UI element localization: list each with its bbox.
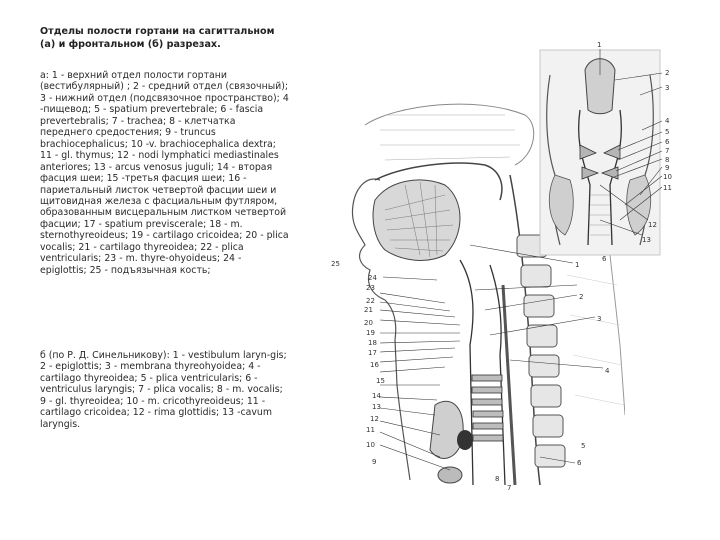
label-3: 3 — [597, 315, 602, 323]
label-9: 9 — [372, 458, 377, 466]
label-b-6: 6 — [665, 138, 670, 146]
label-b-12: 12 — [648, 221, 657, 229]
label-b-10: 10 — [663, 173, 672, 181]
label-22: 22 — [366, 297, 375, 305]
label-18: 18 — [368, 339, 377, 347]
label-6: 6 — [577, 459, 582, 467]
label-5: 5 — [581, 442, 586, 450]
label-19: 19 — [366, 329, 375, 337]
label-1: 1 — [575, 261, 580, 269]
label-25: 25 — [331, 260, 340, 268]
label-15: 15 — [376, 377, 385, 385]
label-b-1: 1 — [597, 41, 602, 49]
label-b-13: 13 — [642, 236, 651, 244]
label-b-4: 4 — [665, 117, 670, 125]
label-7: 7 — [507, 484, 512, 492]
label-10: 10 — [366, 441, 375, 449]
frontal-section-illustration — [530, 35, 680, 265]
label-16: 16 — [370, 361, 379, 369]
label-11: 11 — [366, 426, 375, 434]
label-b-5: 5 — [665, 128, 670, 136]
label-4: 4 — [605, 367, 610, 375]
label-23: 23 — [366, 284, 375, 292]
slide-title: Отделы полости гортани на сагиттальном (а) и фронтальном (б) разрезах. — [40, 26, 275, 50]
legend-a-text: а: 1 - верхний отдел полости гортани (вестибулярный) ; 2 - средний отдел (связочный); 3 - нижний отдел (подсвязочное пространство); 4 -пищевод; 5 - spatium prevertebrale; 6 - fascia prevertebralis; 7 - trachea; 8 - клетчатка переднего средостения; 9 - truncus brachiocephalicus; 10 -v. brachiocephalica dextra; 11 - gl. thymus; 12 - nodi lymphatici mediastinales anteriores; 13 - arcus venosus juguli; 14 - вторая фасция шеи; 15 -третья фасция шеи; 16 - париетальный листок четвертой фасции шеи и щитовидная железа с фасциальным футляром, образованным висцеральным листком четвертой фасции; 17 - spatium previscerale; 18 - m. sternothyreoideus; 19 - cartilago cricoidea; 20 - plica vocalis; 21 - cartilago thyreoidea; 22 - plica ventricularis; 23 - m. thyre-ohyoideus; 24 - epiglottis; 25 - подъязычная кость; — [40, 70, 289, 276]
label-21: 21 — [364, 306, 373, 314]
label-b-6-bottom: 6 — [602, 255, 607, 263]
label-b-11: 11 — [663, 184, 672, 192]
label-24: 24 — [368, 274, 377, 282]
label-8: 8 — [495, 475, 500, 483]
label-14: 14 — [372, 392, 381, 400]
legend-b-text: б (по Р. Д. Синельникову): 1 - vestibulum laryn-gis; 2 - epiglottis; 3 - membrana thyreohyoidea; 4 - cartilago thyreoidea; 5 - plica ventricularis; 6 - ventriculus laryngis; 7 - plica vocalis; 8 - m. vocalis; 9 - gl. thyreoidea; 10 - m. cricothyreoideus; 11 - cartilago cricoidea; 12 - rima glottidis; 13 -cavum laryngis. — [40, 350, 287, 430]
label-b-9: 9 — [665, 164, 670, 172]
label-17: 17 — [368, 349, 377, 357]
label-b-8: 8 — [665, 156, 670, 164]
label-2: 2 — [579, 293, 584, 301]
label-12: 12 — [370, 415, 379, 423]
label-13: 13 — [372, 403, 381, 411]
label-20: 20 — [364, 319, 373, 327]
label-b-3: 3 — [665, 84, 670, 92]
label-b-2: 2 — [665, 69, 670, 77]
label-b-7: 7 — [665, 147, 670, 155]
